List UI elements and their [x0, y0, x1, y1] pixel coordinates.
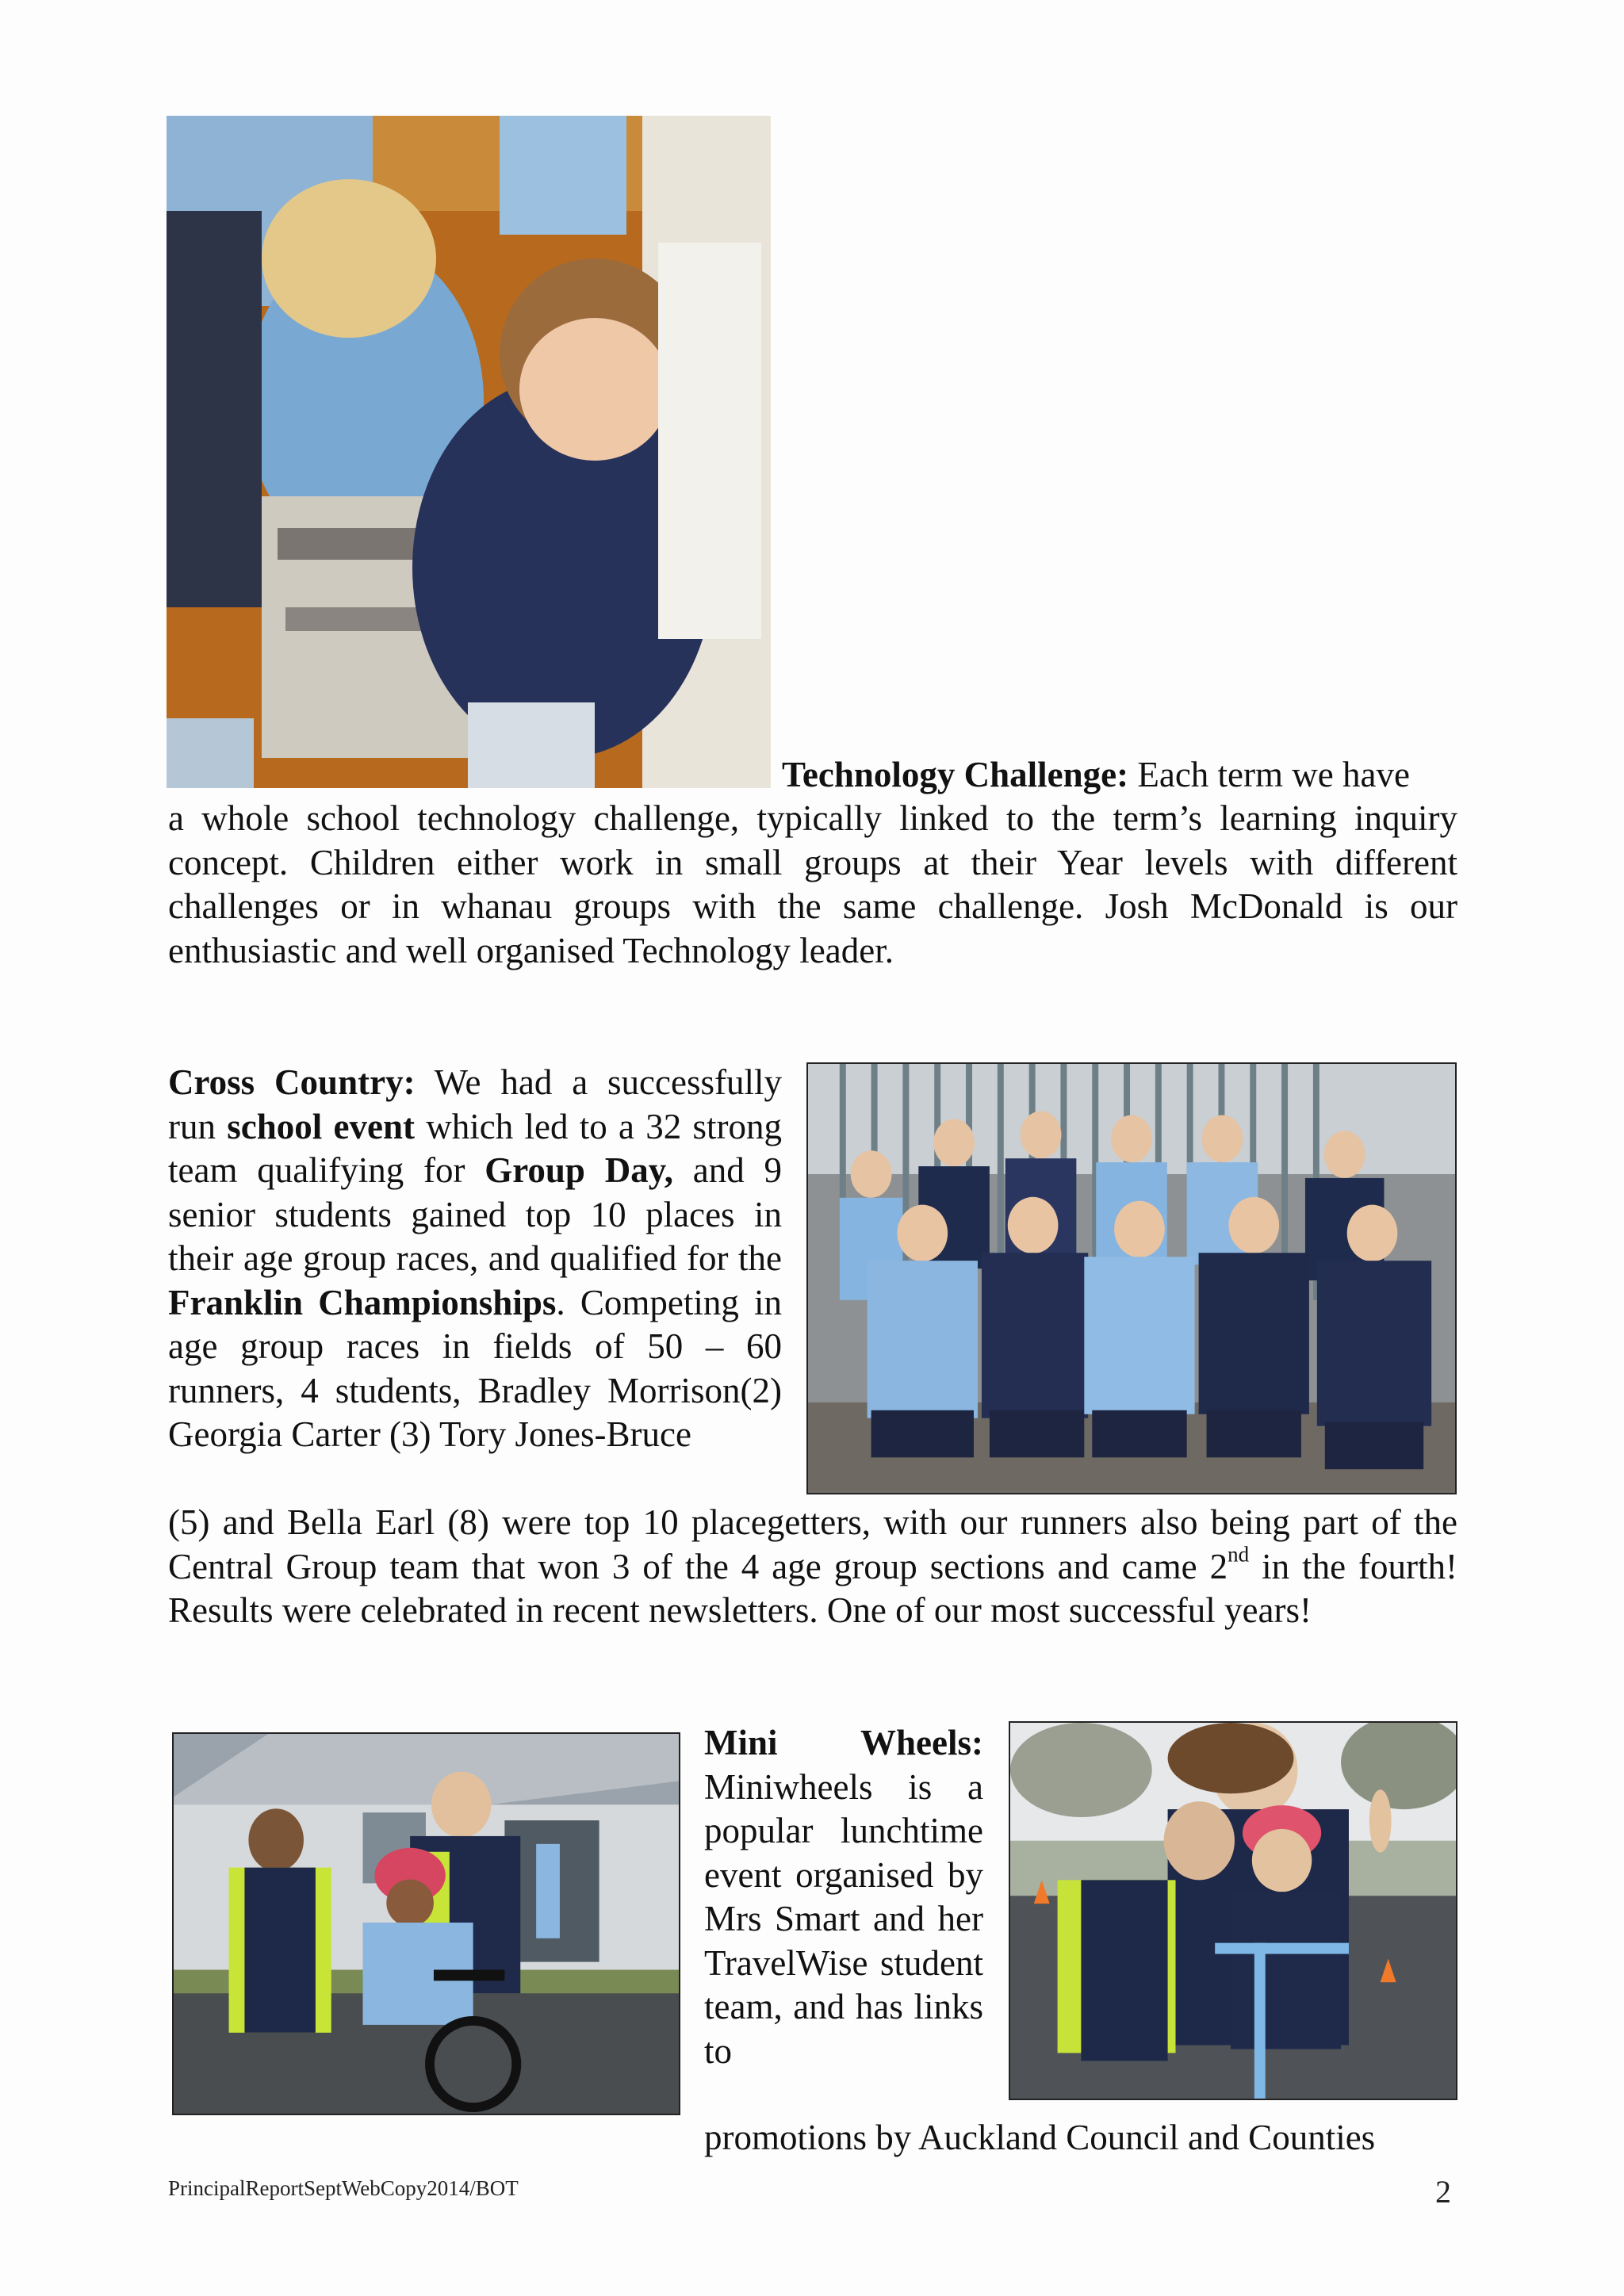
cross-country-bold-1: school event — [227, 1106, 415, 1146]
cross-country-bold-3: Franklin Championships — [168, 1282, 557, 1322]
technology-paragraph — [168, 797, 1457, 973]
cross-country-bold-2: Group Day, — [485, 1150, 673, 1190]
cross-country-text-2: which led to a 32 strong team qualifying for — [168, 1106, 782, 1190]
mini-wheels-last-line — [704, 2116, 1457, 2160]
cross-country-heading: Cross Country: — [168, 1062, 416, 1102]
mini-wheels-heading: Mini Wheels: — [704, 1723, 983, 1762]
cross-country-full-text — [168, 1501, 1457, 1633]
mini-wheels-side-text — [704, 1721, 983, 2073]
technology-challenge-photo — [167, 116, 771, 788]
cross-country-text-4: . Competing in age group races in fields of 50 – 60 runners, 4 students, Bradley Morrison(2) Georgia Carter (3) Tory Jones-Bruce — [168, 1282, 783, 1454]
mini-wheels-body: Miniwheels is a popular lunchtime event organised by Mrs Smart and her TravelWise student team, and has links to — [704, 1766, 983, 2071]
mini-wheels-scooter-photo — [1009, 1721, 1457, 2100]
footer-document-reference: PrincipalReportSeptWebCopy2014/BOT — [168, 2176, 519, 2200]
ordinal-suffix: nd — [1228, 1541, 1250, 1566]
technology-first-line — [782, 753, 1457, 798]
cross-country-team-photo — [806, 1062, 1457, 1494]
cross-country-text-6: in the fourth! Results were celebrated in recent newsletters. One of our most successful years! — [168, 1546, 1458, 1630]
technology-first-text: Each term we have — [1137, 755, 1410, 794]
page-number: 2 — [1435, 2174, 1451, 2210]
technology-body-text: a whole school technology challenge, typically linked to the term’s learning inquiry concept. Children either work in small groups at their Year levels with different challenges or in whanau groups with the same challenge. Josh McDonald is our enthusiastic and well organised Technology leader. — [168, 798, 1457, 970]
cross-country-text-5: (5) and Bella Earl (8) were top 10 placegetters, with our runners also being part of the Central Group team that won 3 of the 4 age group sections and came 2 — [168, 1502, 1457, 1586]
cross-country-side-text — [168, 1061, 782, 1457]
cross-country-text-1: We had a successfully run — [168, 1062, 782, 1146]
mini-wheels-bike-photo — [172, 1732, 680, 2115]
mini-wheels-continued-text: promotions by Auckland Council and Counties — [704, 2118, 1376, 2157]
technology-heading: Technology Challenge: — [782, 755, 1129, 794]
cross-country-text-3: and 9 senior students gained top 10 places in their age group races, and qualified for the — [168, 1150, 783, 1278]
